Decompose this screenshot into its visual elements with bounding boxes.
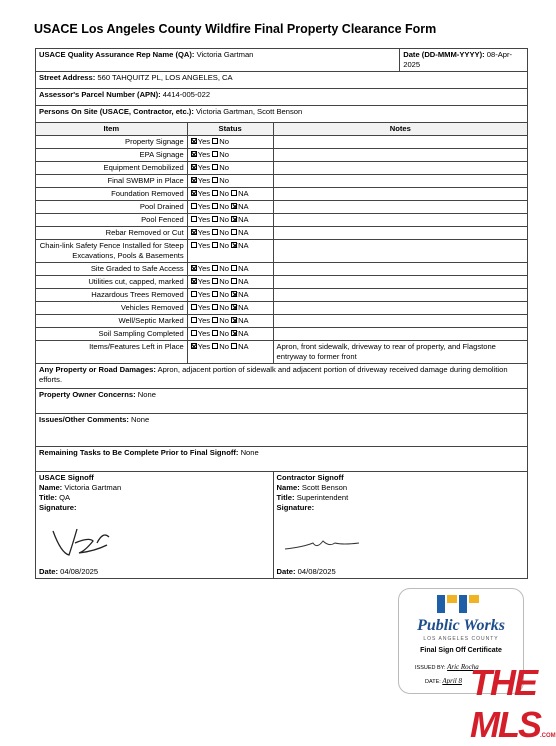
stamp-issued-by: Aric Rocha bbox=[447, 663, 479, 671]
apn-value: 4414-005-022 bbox=[162, 90, 211, 99]
item-status bbox=[187, 149, 273, 162]
status-checkbox-yes[interactable] bbox=[191, 265, 197, 271]
item-row bbox=[36, 201, 528, 214]
item-status bbox=[187, 302, 273, 315]
item-status bbox=[187, 341, 273, 364]
mls-watermark: THE MLS.COM bbox=[470, 662, 556, 745]
item-row bbox=[36, 341, 528, 364]
status-option-label: No bbox=[219, 303, 229, 312]
status-checkbox-no[interactable] bbox=[212, 330, 218, 336]
status-checkbox-no[interactable] bbox=[212, 317, 218, 323]
status-option-label: No bbox=[219, 290, 229, 299]
item-row bbox=[36, 276, 528, 289]
status-option-label: No bbox=[219, 215, 229, 224]
status-checkbox-yes[interactable] bbox=[191, 330, 197, 336]
contractor-signoff-heading: Contractor Signoff bbox=[276, 473, 344, 482]
item-status bbox=[187, 289, 273, 302]
status-option-label: Yes bbox=[197, 163, 211, 172]
status-option-label: NA bbox=[238, 215, 249, 224]
apn-row: Assessor's Parcel Number (APN): 4414-005-022 bbox=[36, 89, 528, 106]
status-option-label: Yes bbox=[197, 342, 211, 351]
status-option-label: Yes bbox=[197, 316, 211, 325]
item-row bbox=[36, 328, 528, 341]
date-cell: Date (DD-MMM-YYYY): 08-Apr-2025 bbox=[400, 49, 528, 72]
status-option-label: Yes bbox=[197, 176, 211, 185]
public-works-stamp: Public Works LOS ANGELES COUNTY Final Sign Off Certificate ISSUED BY: Aric Rocha DATE: April 8 bbox=[398, 588, 524, 694]
status-checkbox-yes[interactable] bbox=[191, 304, 197, 310]
persons-value: Victoria Gartman, Scott Benson bbox=[195, 107, 303, 116]
item-status bbox=[187, 175, 273, 188]
status-checkbox-yes[interactable] bbox=[191, 151, 197, 157]
item-row bbox=[36, 175, 528, 188]
status-checkbox-na[interactable] bbox=[231, 291, 237, 297]
status-option-label: No bbox=[219, 316, 229, 325]
status-option-label: No bbox=[219, 228, 229, 237]
status-checkbox-na[interactable] bbox=[231, 216, 237, 222]
contractor-signoff: Contractor Signoff Name: Scott Benson Title: Superintendent Signature: Date: 04/08/2025 bbox=[273, 472, 527, 579]
status-checkbox-yes[interactable] bbox=[191, 203, 197, 209]
usace-date: 04/08/2025 bbox=[60, 567, 99, 576]
status-option-label: Yes bbox=[197, 215, 211, 224]
status-checkbox-no[interactable] bbox=[212, 278, 218, 284]
item-status bbox=[187, 162, 273, 175]
status-checkbox-yes[interactable] bbox=[191, 177, 197, 183]
damages-value: Apron, adjacent portion of sidewalk and adjacent portion of driveway received damage during demolition efforts. bbox=[39, 365, 508, 384]
status-option-label: NA bbox=[238, 241, 249, 250]
address-row: Street Address: 560 TAHQUITZ PL, LOS ANGELES, CA bbox=[36, 72, 528, 89]
status-checkbox-no[interactable] bbox=[212, 151, 218, 157]
item-label: EPA Signage bbox=[36, 149, 188, 162]
item-status bbox=[187, 276, 273, 289]
item-label: Chain-link Safety Fence Installed for Steep Excavations, Pools & Basements bbox=[36, 240, 188, 263]
item-label: Final SWBMP in Place bbox=[36, 175, 188, 188]
damages-row: Any Property or Road Damages: Apron, adjacent portion of sidewalk and adjacent portion of driveway received damage during demolition efforts. bbox=[36, 364, 528, 389]
item-notes bbox=[273, 214, 527, 227]
status-checkbox-na[interactable] bbox=[231, 330, 237, 336]
status-checkbox-no[interactable] bbox=[212, 291, 218, 297]
item-label: Site Graded to Safe Access bbox=[36, 263, 188, 276]
status-option-label: Yes bbox=[197, 329, 211, 338]
item-label: Utilities cut, capped, marked bbox=[36, 276, 188, 289]
status-option-label: Yes bbox=[197, 264, 211, 273]
persons-row: Persons On Site (USACE, Contractor, etc.): Victoria Gartman, Scott Benson bbox=[36, 106, 528, 123]
status-option-label: No bbox=[219, 241, 229, 250]
item-status bbox=[187, 214, 273, 227]
qa-name: Victoria Gartman bbox=[196, 50, 254, 59]
status-option-label: NA bbox=[238, 329, 249, 338]
item-row bbox=[36, 214, 528, 227]
item-label: Soil Sampling Completed bbox=[36, 328, 188, 341]
item-label: Vehicles Removed bbox=[36, 302, 188, 315]
remaining-tasks-value: None bbox=[240, 448, 259, 457]
contractor-title: Superintendent bbox=[296, 493, 349, 502]
contractor-name: Scott Benson bbox=[301, 483, 348, 492]
status-checkbox-no[interactable] bbox=[212, 343, 218, 349]
item-row bbox=[36, 227, 528, 240]
status-checkbox-na[interactable] bbox=[231, 265, 237, 271]
form-title: USACE Los Angeles County Wildfire Final Property Clearance Form bbox=[34, 22, 437, 36]
status-option-label: NA bbox=[238, 342, 249, 351]
status-checkbox-yes[interactable] bbox=[191, 216, 197, 222]
status-option-label: NA bbox=[238, 277, 249, 286]
status-option-label: NA bbox=[238, 303, 249, 312]
status-checkbox-na[interactable] bbox=[231, 343, 237, 349]
status-checkbox-no[interactable] bbox=[212, 304, 218, 310]
status-checkbox-yes[interactable] bbox=[191, 278, 197, 284]
item-label: Equipment Demobilized bbox=[36, 162, 188, 175]
status-checkbox-na[interactable] bbox=[231, 242, 237, 248]
stamp-date: April 8 bbox=[442, 677, 462, 685]
form-date: 08-Apr-2025 bbox=[403, 50, 513, 69]
item-row bbox=[36, 315, 528, 328]
status-checkbox-yes[interactable] bbox=[191, 317, 197, 323]
status-option-label: Yes bbox=[197, 290, 211, 299]
status-checkbox-yes[interactable] bbox=[191, 164, 197, 170]
item-header: Item bbox=[36, 123, 188, 136]
remaining-tasks-row: Remaining Tasks to Be Complete Prior to Final Signoff: None bbox=[36, 447, 528, 472]
clearance-form bbox=[35, 48, 528, 579]
item-label: Pool Fenced bbox=[36, 214, 188, 227]
item-notes bbox=[273, 302, 527, 315]
status-option-label: NA bbox=[238, 264, 249, 273]
item-label: Property Signage bbox=[36, 136, 188, 149]
status-checkbox-na[interactable] bbox=[231, 229, 237, 235]
status-option-label: No bbox=[219, 176, 229, 185]
item-row bbox=[36, 302, 528, 315]
owner-concerns-value: None bbox=[137, 390, 156, 399]
qa-row: USACE Quality Assurance Rep Name (QA): Victoria Gartman bbox=[36, 49, 400, 72]
status-checkbox-yes[interactable] bbox=[191, 291, 197, 297]
item-notes bbox=[273, 188, 527, 201]
item-row bbox=[36, 136, 528, 149]
item-notes bbox=[273, 263, 527, 276]
usace-signoff-heading: USACE Signoff bbox=[39, 473, 94, 482]
status-option-label: Yes bbox=[197, 150, 211, 159]
usace-signature-label: Signature: bbox=[39, 503, 77, 512]
item-notes bbox=[273, 201, 527, 214]
item-status bbox=[187, 227, 273, 240]
status-option-label: No bbox=[219, 329, 229, 338]
item-row bbox=[36, 149, 528, 162]
status-checkbox-no[interactable] bbox=[212, 164, 218, 170]
item-notes bbox=[273, 175, 527, 188]
status-checkbox-no[interactable] bbox=[212, 265, 218, 271]
status-option-label: NA bbox=[238, 316, 249, 325]
status-option-label: No bbox=[219, 150, 229, 159]
item-row bbox=[36, 188, 528, 201]
status-option-label: Yes bbox=[197, 241, 211, 250]
status-checkbox-yes[interactable] bbox=[191, 242, 197, 248]
owner-concerns-row: Property Owner Concerns: None bbox=[36, 389, 528, 414]
status-option-label: Yes bbox=[197, 228, 211, 237]
contractor-date: 04/08/2025 bbox=[297, 567, 336, 576]
contractor-signature-label: Signature: bbox=[276, 503, 315, 512]
item-row bbox=[36, 289, 528, 302]
status-checkbox-no[interactable] bbox=[212, 229, 218, 235]
status-checkbox-no[interactable] bbox=[212, 177, 218, 183]
issues-row: Issues/Other Comments: None bbox=[36, 414, 528, 447]
item-notes: Apron, front sidewalk, driveway to rear of property, and Flagstone entryway to former front bbox=[273, 341, 527, 364]
item-status bbox=[187, 240, 273, 263]
item-notes bbox=[273, 227, 527, 240]
status-checkbox-na[interactable] bbox=[231, 190, 237, 196]
street-address: 560 TAHQUITZ PL, LOS ANGELES, CA bbox=[97, 73, 233, 82]
stamp-certificate: Final Sign Off Certificate bbox=[420, 647, 502, 654]
public-works-logo-icon bbox=[435, 593, 483, 615]
item-label: Hazardous Trees Removed bbox=[36, 289, 188, 302]
item-status bbox=[187, 136, 273, 149]
status-checkbox-na[interactable] bbox=[231, 304, 237, 310]
status-checkbox-yes[interactable] bbox=[191, 343, 197, 349]
status-option-label: Yes bbox=[197, 277, 211, 286]
status-option-label: Yes bbox=[197, 303, 211, 312]
status-option-label: No bbox=[219, 264, 229, 273]
item-notes bbox=[273, 149, 527, 162]
item-status bbox=[187, 328, 273, 341]
notes-header: Notes bbox=[273, 123, 527, 136]
item-notes bbox=[273, 136, 527, 149]
item-status bbox=[187, 201, 273, 214]
issues-value: None bbox=[131, 415, 150, 424]
contractor-signature-image bbox=[283, 535, 363, 555]
item-status bbox=[187, 188, 273, 201]
item-status bbox=[187, 263, 273, 276]
item-label: Foundation Removed bbox=[36, 188, 188, 201]
status-option-label: No bbox=[219, 163, 229, 172]
item-row bbox=[36, 162, 528, 175]
usace-signoff: USACE Signoff Name: Victoria Gartman Title: QA Signature: Date: 04/08/2025 bbox=[36, 472, 274, 579]
status-checkbox-no[interactable] bbox=[212, 190, 218, 196]
status-option-label: NA bbox=[238, 202, 249, 211]
usace-name: Victoria Gartman bbox=[64, 483, 122, 492]
status-checkbox-no[interactable] bbox=[212, 203, 218, 209]
item-row bbox=[36, 263, 528, 276]
usace-signature-image bbox=[49, 523, 129, 559]
status-option-label: No bbox=[219, 137, 229, 146]
status-option-label: No bbox=[219, 277, 229, 286]
item-notes bbox=[273, 289, 527, 302]
item-notes bbox=[273, 315, 527, 328]
item-label: Well/Septic Marked bbox=[36, 315, 188, 328]
item-notes bbox=[273, 276, 527, 289]
stamp-subtitle: LOS ANGELES COUNTY bbox=[423, 636, 499, 642]
item-status bbox=[187, 315, 273, 328]
status-checkbox-yes[interactable] bbox=[191, 138, 197, 144]
status-checkbox-na[interactable] bbox=[231, 317, 237, 323]
status-option-label: Yes bbox=[197, 189, 211, 198]
item-row bbox=[36, 240, 528, 263]
status-checkbox-no[interactable] bbox=[212, 138, 218, 144]
status-option-label: No bbox=[219, 202, 229, 211]
status-option-label: NA bbox=[238, 189, 249, 198]
status-option-label: Yes bbox=[197, 137, 211, 146]
status-option-label: NA bbox=[238, 290, 249, 299]
status-checkbox-yes[interactable] bbox=[191, 190, 197, 196]
item-notes bbox=[273, 162, 527, 175]
status-option-label: No bbox=[219, 342, 229, 351]
status-option-label: NA bbox=[238, 228, 249, 237]
status-checkbox-na[interactable] bbox=[231, 203, 237, 209]
status-checkbox-yes[interactable] bbox=[191, 229, 197, 235]
usace-title: QA bbox=[59, 493, 71, 502]
stamp-brand: Public Works bbox=[417, 617, 505, 634]
status-checkbox-na[interactable] bbox=[231, 278, 237, 284]
item-notes bbox=[273, 240, 527, 263]
item-notes bbox=[273, 328, 527, 341]
item-label: Pool Drained bbox=[36, 201, 188, 214]
status-option-label: No bbox=[219, 189, 229, 198]
status-header: Status bbox=[187, 123, 273, 136]
item-label: Items/Features Left in Place bbox=[36, 341, 188, 364]
status-checkbox-no[interactable] bbox=[212, 242, 218, 248]
item-label: Rebar Removed or Cut bbox=[36, 227, 188, 240]
status-option-label: Yes bbox=[197, 202, 211, 211]
status-checkbox-no[interactable] bbox=[212, 216, 218, 222]
